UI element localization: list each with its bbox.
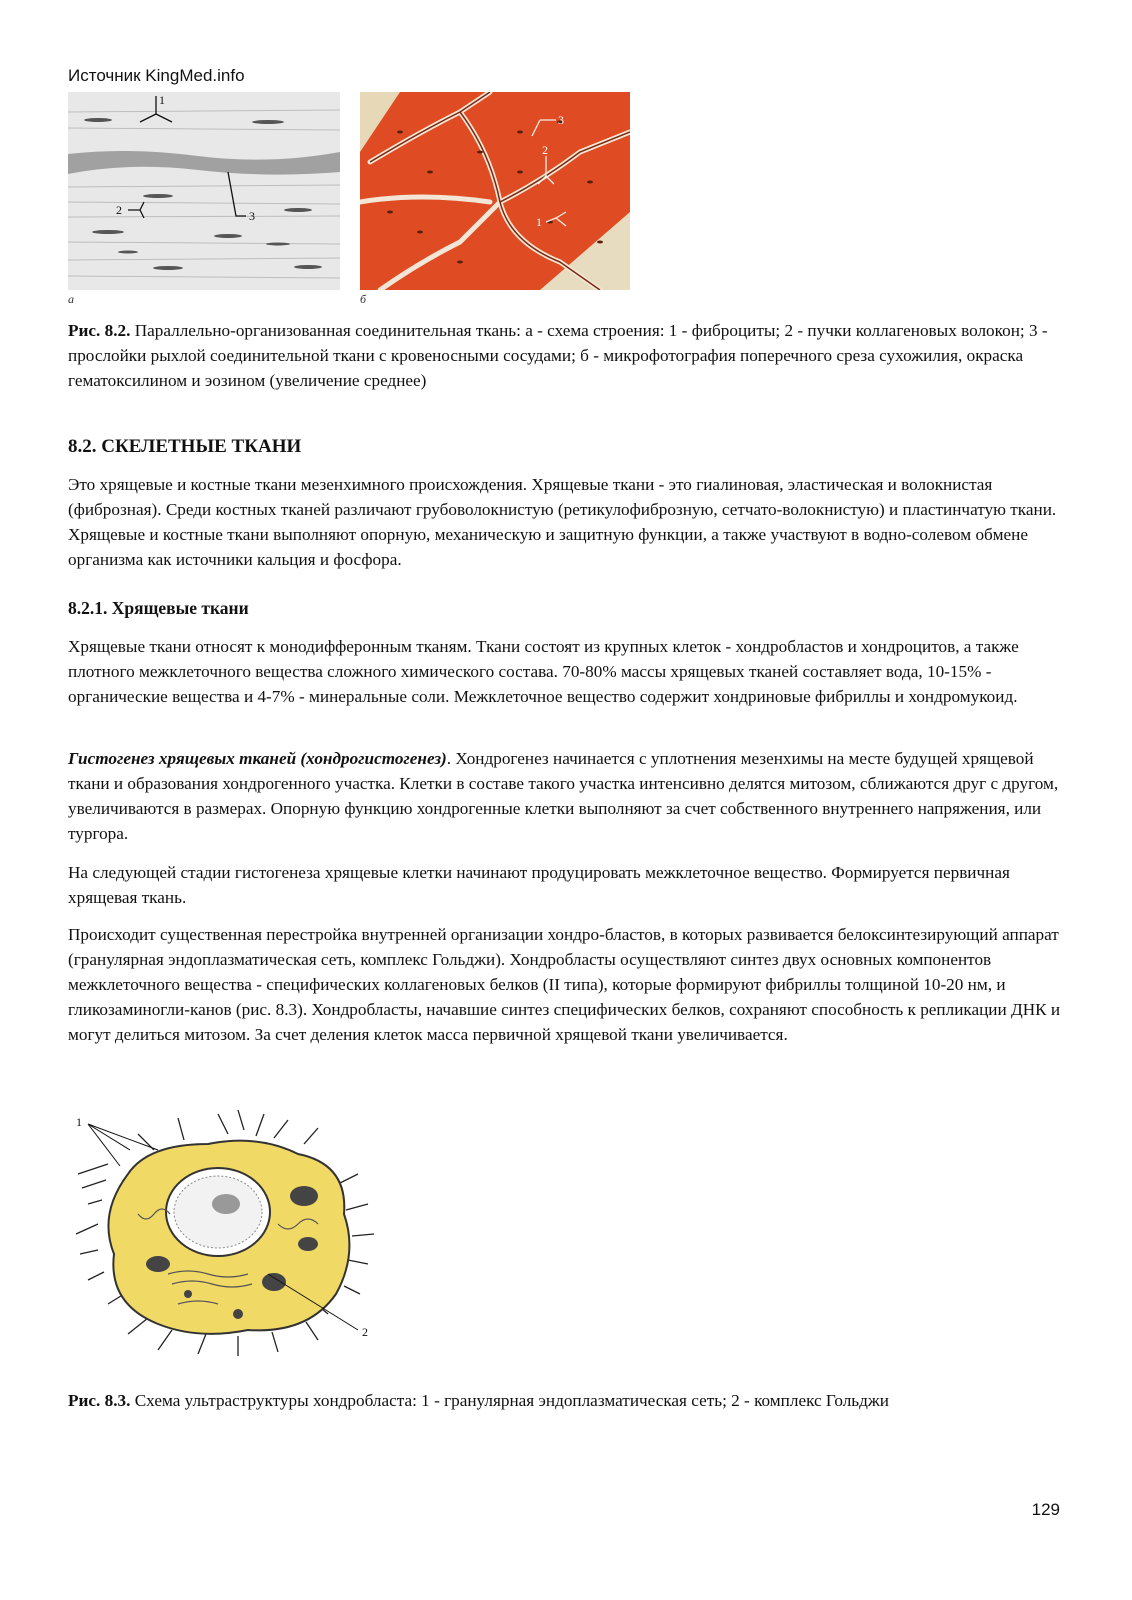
- paragraph-2-text: . Хондрогенез начинается с уплотнения мезенхимы на месте будущей хрящевой ткани и образования хондрогенного участка. Клетки в составе такого участка интенсивно делятся митозом, сближаются друг с другом, увеличиваются в размерах. Опорную функцию хондрогенные клетки выполняют за счет собственного внутреннего напряжения, или тургора.: [68, 749, 1059, 843]
- figure-8-2-a-drawing: [68, 92, 340, 290]
- chondroblast-illustration: [68, 1104, 398, 1368]
- paragraph-1: Хрящевые ткани относят к монодифферонным тканям. Ткани состоят из крупных клеток - хондробластов и хондроцитов, а также плотного межклеточного вещества сложного химического состава. 70-80% массы хрящевых тканей составляет вода, 10-15% - органические вещества и 4-7% - минеральные соли. Межклеточное вещество содержит хондриновые фибриллы и хондромукоид.: [68, 637, 1019, 706]
- figure-8-2-b-label: б: [360, 292, 367, 306]
- figure-8-3-callout-1: 1: [76, 1115, 82, 1129]
- figure-8-2-caption-prefix: Рис. 8.2.: [68, 321, 131, 340]
- figure-8-2-a-callout-3: 3: [249, 209, 255, 223]
- section-intro-paragraph: Это хрящевые и костные ткани мезенхимного происхождения. Хрящевые ткани - это гиалиновая, эластическая и волокнистая (фиброзная). Среди костных тканей различают грубоволокнистую (ретикулофиброзную, сетчато-волокнистую) и пластинчатую ткани. Хрящевые и костные ткани выполняют опорную, механическую и защитную функции, а также участвуют в водно-солевом обмене организма как источники кальция и фосфора.: [68, 475, 1057, 569]
- figure-8-3-caption-text: Схема ультраструктуры хондробласта: 1 - гранулярная эндоплазматическая сеть; 2 - комплекс Гольджи: [130, 1391, 889, 1410]
- figure-8-3-callout-2: 2: [362, 1325, 368, 1339]
- figure-8-2-a-label: а: [68, 292, 74, 306]
- figure-8-2-b-callout-2: 2: [542, 143, 548, 157]
- figure-8-2-a-callout-1: 1: [159, 93, 165, 107]
- figure-8-2-caption: [68, 318, 1064, 393]
- figure-8-2-b-micrograph: [360, 92, 630, 290]
- source-header: Источник KingMed.info: [68, 66, 245, 85]
- paragraph-3: На следующей стадии гистогенеза хрящевые клетки начинают продуцировать межклеточное вещество. Формируется первичная хрящевая ткань.: [68, 863, 1010, 907]
- figure-8-2-b-callout-1: 1: [536, 215, 542, 229]
- page-number: 129: [1031, 1500, 1060, 1519]
- figure-8-2-b-callout-3: 3: [558, 113, 564, 127]
- subsection-heading: 8.2.1. Хрящевые ткани: [68, 598, 249, 618]
- section-heading: 8.2. СКЕЛЕТНЫЕ ТКАНИ: [68, 436, 302, 457]
- paragraph-2-emphasis: Гистогенез хрящевых тканей (хондрогистогенез): [68, 749, 447, 768]
- figure-8-3-drawing: [68, 1104, 398, 1368]
- paragraph-2: [68, 746, 1064, 846]
- tendon-micrograph-illustration: [360, 92, 630, 290]
- figure-8-2-a-callout-2: 2: [116, 203, 122, 217]
- figure-8-3-caption: [68, 1388, 1064, 1413]
- tendon-schema-illustration: [68, 92, 340, 290]
- figure-8-2-caption-text: Параллельно-организованная соединительная ткань: а - схема строения: 1 - фиброциты; 2 - пучки коллагеновых волокон; 3 - прослойки рыхлой соединительной ткани с кровеносными сосудами; б - микрофотография поперечного среза сухожилия, окраска гематоксилином и эозином (увеличение среднее): [68, 321, 1048, 390]
- figure-8-3-caption-prefix: Рис. 8.3.: [68, 1391, 131, 1410]
- paragraph-4: Происходит существенная перестройка внутренней организации хондро-бластов, в которых развивается белоксинтезирующий аппарат (гранулярная эндоплазматическая сеть, комплекс Гольджи). Хондробласты осуществляют синтез двух основных компонентов межклеточного вещества - специфических коллагеновых белков (II типа), которые формируют фибриллы толщиной 10-20 нм, и гликозаминогли-канов (рис. 8.3). Хондробласты, начавшие синтез специфических белков, сохраняют способность к репликации ДНК и могут делиться митозом. За счет деления клеток масса первичной хрящевой ткани увеличивается.: [68, 925, 1061, 1044]
